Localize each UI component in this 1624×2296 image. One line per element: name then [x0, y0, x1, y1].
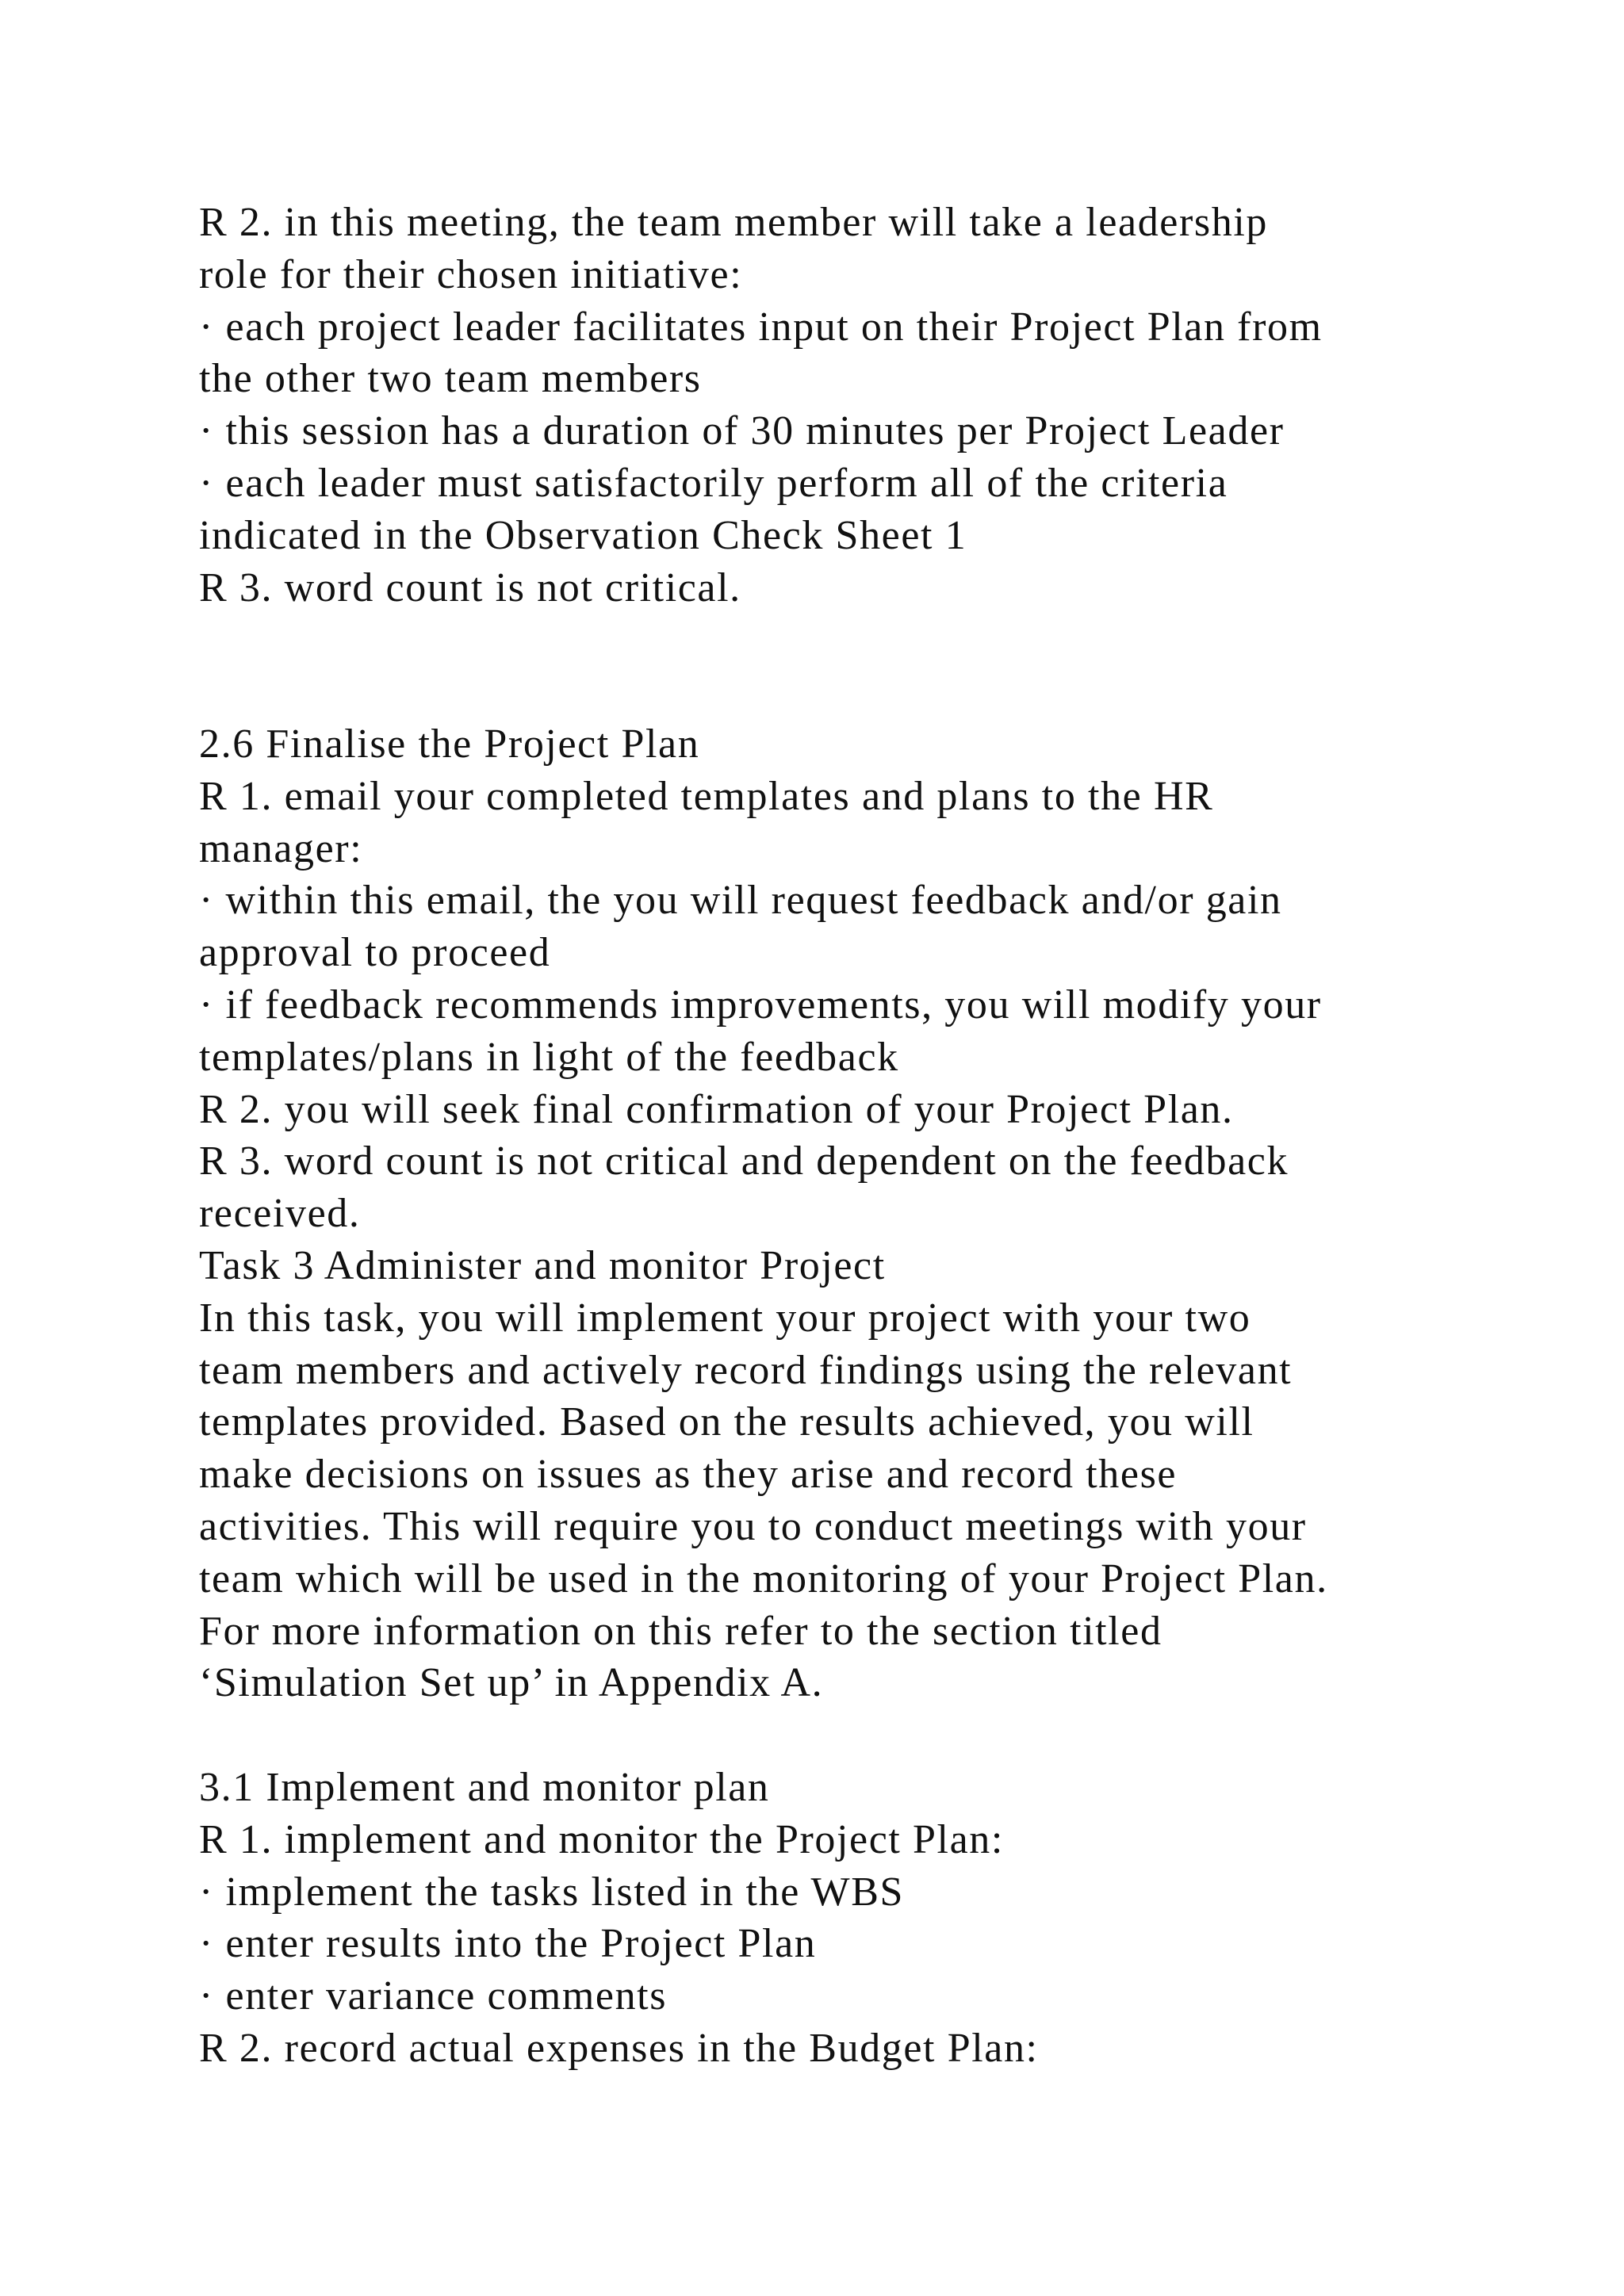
text-line: the other two team members: [199, 356, 702, 402]
text-line: team which will be used in the monitoring of your Project Plan.: [199, 1556, 1328, 1601]
text-line: · each leader must satisfactorily perform all of the criteria: [199, 460, 1228, 506]
task-heading: Task 3 Administer and monitor Project: [199, 1242, 886, 1288]
text-line: · each project leader facilitates input on their Project Plan from: [199, 304, 1323, 350]
text-line: role for their chosen initiative:: [199, 251, 743, 297]
document-body: [199, 197, 1507, 2075]
text-line: activities. This will require you to conduct meetings with your: [199, 1503, 1307, 1549]
text-line: R 2. you will seek final confirmation of your Project Plan.: [199, 1086, 1234, 1132]
text-line: In this task, you will implement your project with your two: [199, 1295, 1251, 1341]
text-line: R 1. implement and monitor the Project Plan:: [199, 1816, 1004, 1862]
text-line: approval to proceed: [199, 930, 551, 976]
blank-line: [199, 666, 1507, 718]
text-line: R 3. word count is not critical.: [199, 564, 741, 610]
blank-line: [199, 614, 1507, 666]
text-line: · enter results into the Project Plan: [199, 1921, 817, 1967]
text-line: ‘Simulation Set up’ in Appendix A.: [199, 1660, 824, 1706]
text-line: · implement the tasks listed in the WBS: [199, 1869, 905, 1915]
text-line: manager:: [199, 825, 363, 871]
section-heading: 2.6 Finalise the Project Plan: [199, 721, 700, 767]
text-line: R 1. email your completed templates and plans to the HR: [199, 773, 1214, 819]
text-line: templates/plans in light of the feedback: [199, 1034, 899, 1080]
section-heading: 3.1 Implement and monitor plan: [199, 1764, 770, 1810]
text-line: · within this email, the you will request feedback and/or gain: [199, 878, 1282, 924]
text-line: received.: [199, 1191, 361, 1237]
text-line: · this session has a duration of 30 minutes per Project Leader: [199, 408, 1285, 454]
text-line: indicated in the Observation Check Sheet 1: [199, 512, 967, 558]
text-line: R 2. record actual expenses in the Budget Plan:: [199, 2025, 1039, 2071]
text-line: make decisions on issues as they arise and record these: [199, 1452, 1178, 1498]
text-line: For more information on this refer to the section titled: [199, 1608, 1162, 1654]
text-line: R 2. in this meeting, the team member will take a leadership: [199, 200, 1268, 245]
text-line: · if feedback recommends improvements, you will modify your: [199, 982, 1322, 1027]
text-line: templates provided. Based on the results achieved, you will: [199, 1399, 1254, 1445]
text-line: R 3. word count is not critical and dependent on the feedback: [199, 1138, 1289, 1184]
text-line: · enter variance comments: [199, 1973, 668, 2019]
blank-line: [199, 1709, 1507, 1762]
text-line: team members and actively record findings using the relevant: [199, 1347, 1293, 1393]
